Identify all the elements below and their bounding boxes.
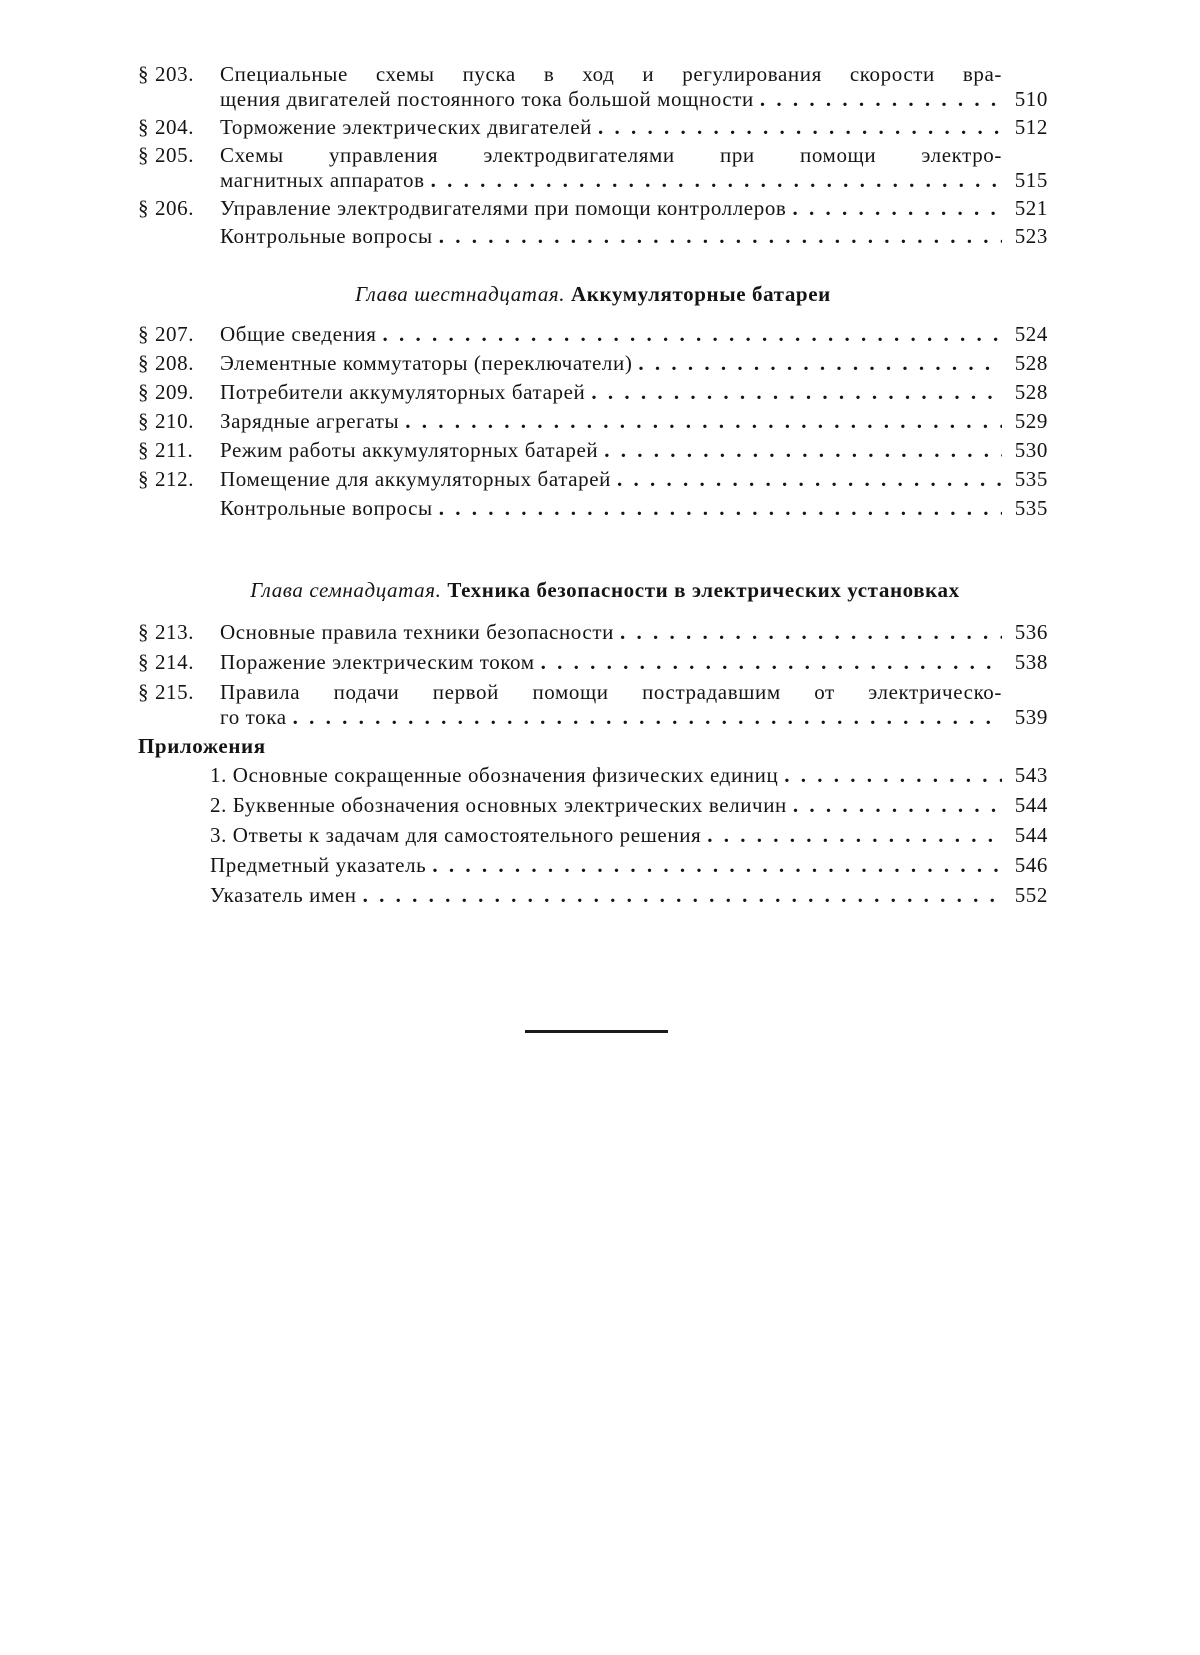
toc-entry: [138, 650, 1048, 675]
section-number: § 205.: [138, 143, 220, 168]
toc-entry: [138, 62, 1048, 112]
entry-title: Специальные схемы пуска в ход и регулирования скорости вра-: [220, 62, 1002, 87]
page-number: 539: [1008, 705, 1048, 730]
appendix-entry: [138, 763, 1048, 788]
entry-title: Поражение электрическим током: [220, 650, 535, 675]
dot-leader: [617, 467, 1002, 492]
entry-title: Элементные коммутаторы (переключатели): [220, 351, 632, 376]
dot-leader: [431, 168, 1002, 193]
section-number: § 212.: [138, 467, 220, 492]
dot-leader: [432, 853, 1002, 878]
entry-title: Управление электродвигателями при помощи контроллеров: [220, 196, 786, 221]
page-number: 543: [1008, 763, 1048, 788]
dot-leader: [598, 115, 1002, 140]
page-number: 546: [1008, 853, 1048, 878]
book-page: [0, 0, 1200, 1655]
section-number: § 214.: [138, 650, 220, 675]
toc-entry: [138, 438, 1048, 463]
page-number: 528: [1008, 380, 1048, 405]
toc-entry: [138, 224, 1048, 249]
dot-leader: [541, 650, 1002, 675]
section-number: § 210.: [138, 409, 220, 434]
entry-title: 3. Ответы к задачам для самостоятельного решения: [210, 823, 701, 848]
entry-title: Указатель имен: [210, 883, 357, 908]
toc-entry: [138, 380, 1048, 405]
dot-leader: [439, 496, 1002, 521]
chapter-number: Глава шестнадцатая.: [355, 282, 565, 306]
page-number: 544: [1008, 823, 1048, 848]
section-number: § 213.: [138, 620, 220, 645]
page-number: 523: [1008, 224, 1048, 249]
page-number: 544: [1008, 793, 1048, 818]
section-number: § 207.: [138, 322, 220, 347]
page-number: 552: [1008, 883, 1048, 908]
page-number: 515: [1008, 168, 1048, 193]
dot-leader: [591, 380, 1002, 405]
chapter-heading: [170, 578, 1040, 603]
entry-title: Торможение электрических двигателей: [220, 115, 592, 140]
entry-title: Общие сведения: [220, 322, 377, 347]
dot-leader: [760, 87, 1002, 112]
appendix-entry: [138, 853, 1048, 878]
chapter-number: Глава семнадцатая.: [250, 578, 441, 602]
toc-entry: [138, 196, 1048, 221]
dot-leader: [604, 438, 1002, 463]
dot-leader: [792, 196, 1002, 221]
entry-title: Зарядные агрегаты: [220, 409, 399, 434]
dot-leader: [793, 793, 1002, 818]
entry-title: 2. Буквенные обозначения основных электрических величин: [210, 793, 787, 818]
toc-entry: [138, 467, 1048, 492]
dot-leader: [784, 763, 1002, 788]
toc-block-1: [138, 62, 1048, 249]
entry-title: Схемы управления электродвигателями при помощи электро-: [220, 143, 1002, 168]
page-number: 510: [1008, 87, 1048, 112]
toc-entry: [138, 351, 1048, 376]
page-number: 538: [1008, 650, 1048, 675]
dot-leader: [638, 351, 1002, 376]
page-number: 524: [1008, 322, 1048, 347]
chapter-heading: [138, 282, 1048, 307]
page-number: 536: [1008, 620, 1048, 645]
dot-leader: [439, 224, 1002, 249]
page-number: 528: [1008, 351, 1048, 376]
end-rule: [525, 1030, 668, 1033]
toc-entry: [138, 409, 1048, 434]
section-number: § 209.: [138, 380, 220, 405]
page-number: 521: [1008, 196, 1048, 221]
page-number: 512: [1008, 115, 1048, 140]
dot-leader: [383, 322, 1002, 347]
section-number: § 204.: [138, 115, 220, 140]
toc-entry: [138, 322, 1048, 347]
toc-entry: [138, 115, 1048, 140]
toc-block-3: [138, 620, 1048, 908]
dot-leader: [363, 883, 1002, 908]
dot-leader: [707, 823, 1002, 848]
page-number: 530: [1008, 438, 1048, 463]
toc-entry: [138, 680, 1048, 730]
entry-title: Основные правила техники безопасности: [220, 620, 614, 645]
dot-leader: [620, 620, 1002, 645]
section-number: § 203.: [138, 62, 220, 87]
section-number: § 215.: [138, 680, 220, 705]
entry-title: Правила подачи первой помощи пострадавшим от электрическо-: [220, 680, 1002, 705]
section-number: § 206.: [138, 196, 220, 221]
section-number: § 211.: [138, 438, 220, 463]
toc-entry: [138, 620, 1048, 645]
dot-leader: [293, 705, 1002, 730]
entry-title-cont: го тока: [220, 705, 287, 730]
appendix-entry: [138, 883, 1048, 908]
toc-entry: [138, 496, 1048, 521]
entry-title-cont: щения двигателей постоянного тока большой мощности: [220, 87, 754, 112]
entry-title-cont: магнитных аппаратов: [220, 168, 425, 193]
appendix-entry: [138, 823, 1048, 848]
appendix-entry: [138, 793, 1048, 818]
entry-title: Предметный указатель: [210, 853, 426, 878]
page-number: 535: [1008, 496, 1048, 521]
dot-leader: [405, 409, 1002, 434]
entry-title: 1. Основные сокращенные обозначения физических единиц: [210, 763, 778, 788]
toc-block-2: [138, 322, 1048, 521]
chapter-title: Техника безопасности в электрических установках: [447, 578, 959, 602]
appendix-heading: Приложения: [138, 734, 1048, 759]
page-number: 529: [1008, 409, 1048, 434]
entry-title: Режим работы аккумуляторных батарей: [220, 438, 598, 463]
entry-title: Контрольные вопросы: [220, 224, 433, 249]
entry-title: Помещение для аккумуляторных батарей: [220, 467, 611, 492]
chapter-title: Аккумуляторные батареи: [571, 282, 831, 306]
toc-entry: [138, 143, 1048, 193]
entry-title: Контрольные вопросы: [220, 496, 433, 521]
section-number: § 208.: [138, 351, 220, 376]
entry-title: Потребители аккумуляторных батарей: [220, 380, 585, 405]
page-number: 535: [1008, 467, 1048, 492]
